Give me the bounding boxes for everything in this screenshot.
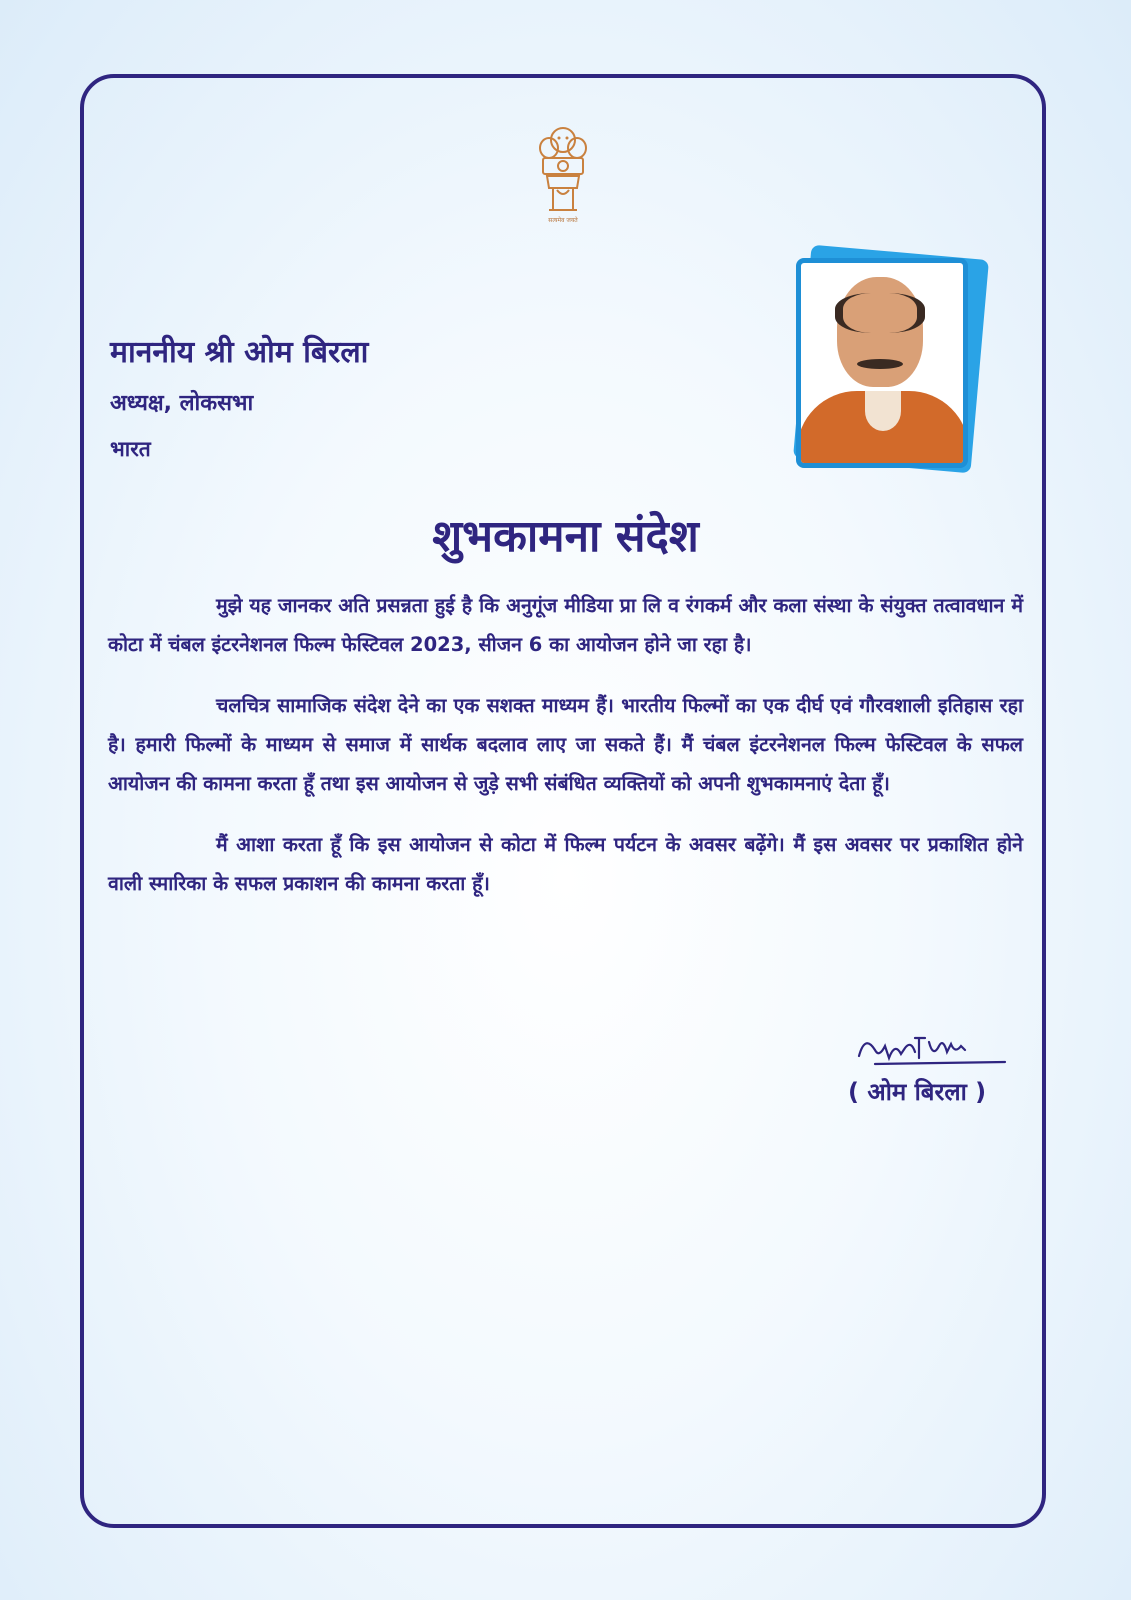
- portrait-photo: [792, 248, 988, 474]
- message-body: [108, 586, 1023, 925]
- national-emblem-icon: [533, 124, 593, 230]
- portrait-collar: [865, 391, 901, 431]
- message-heading: शुभकामना संदेश: [432, 511, 699, 562]
- handwritten-signature: [855, 1028, 1025, 1078]
- paragraph-3: मैं आशा करता हूँ कि इस आयोजन से कोटा में फिल्म पर्यटन के अवसर बढ़ेंगे। मैं इस अवसर पर प्रकाशित होने वाली स्मारिका के सफल प्रकाशन की कामना करता हूँ।: [108, 833, 1023, 895]
- paragraph-1: मुझे यह जानकर अति प्रसन्नता हुई है कि अनुगूंज मीडिया प्रा लि व रंगकर्म और कला संस्था के संयुक्त तत्वावधान में कोटा में चंबल इंटरनेशनल फिल्म फेस्टिवल 2023, सीजन 6 का आयोजन होने जा रहा है।: [108, 594, 1023, 656]
- emblem-motto: सत्यमेव जयते: [548, 217, 578, 224]
- sender-name: माननीय श्री ओम बिरला: [110, 335, 369, 370]
- paragraph-2: चलचित्र सामाजिक संदेश देने का एक सशक्त माध्यम हैं। भारतीय फिल्मों का एक दीर्घ एवं गौरवशाली इतिहास रहा है। हमारी फिल्मों के माध्यम से समाज में सार्थक बदलाव लाए जा सकते हैं। मैं चंबल इंटरनेशनल फिल्म फेस्टिवल के सफल आयोजन की कामना करता हूँ तथा इस आयोजन से जुड़े सभी संबंधित व्यक्तियों को अपनी शुभकामनाएं देता हूँ।: [108, 694, 1023, 795]
- signatory-name: ( ओम बिरला ): [848, 1078, 987, 1106]
- photo-frame: [796, 258, 968, 468]
- sender-title: अध्यक्ष, लोकसभा: [110, 391, 254, 416]
- portrait-mustache: [857, 359, 903, 369]
- portrait-hair: [835, 293, 925, 333]
- sender-country: भारत: [110, 437, 151, 461]
